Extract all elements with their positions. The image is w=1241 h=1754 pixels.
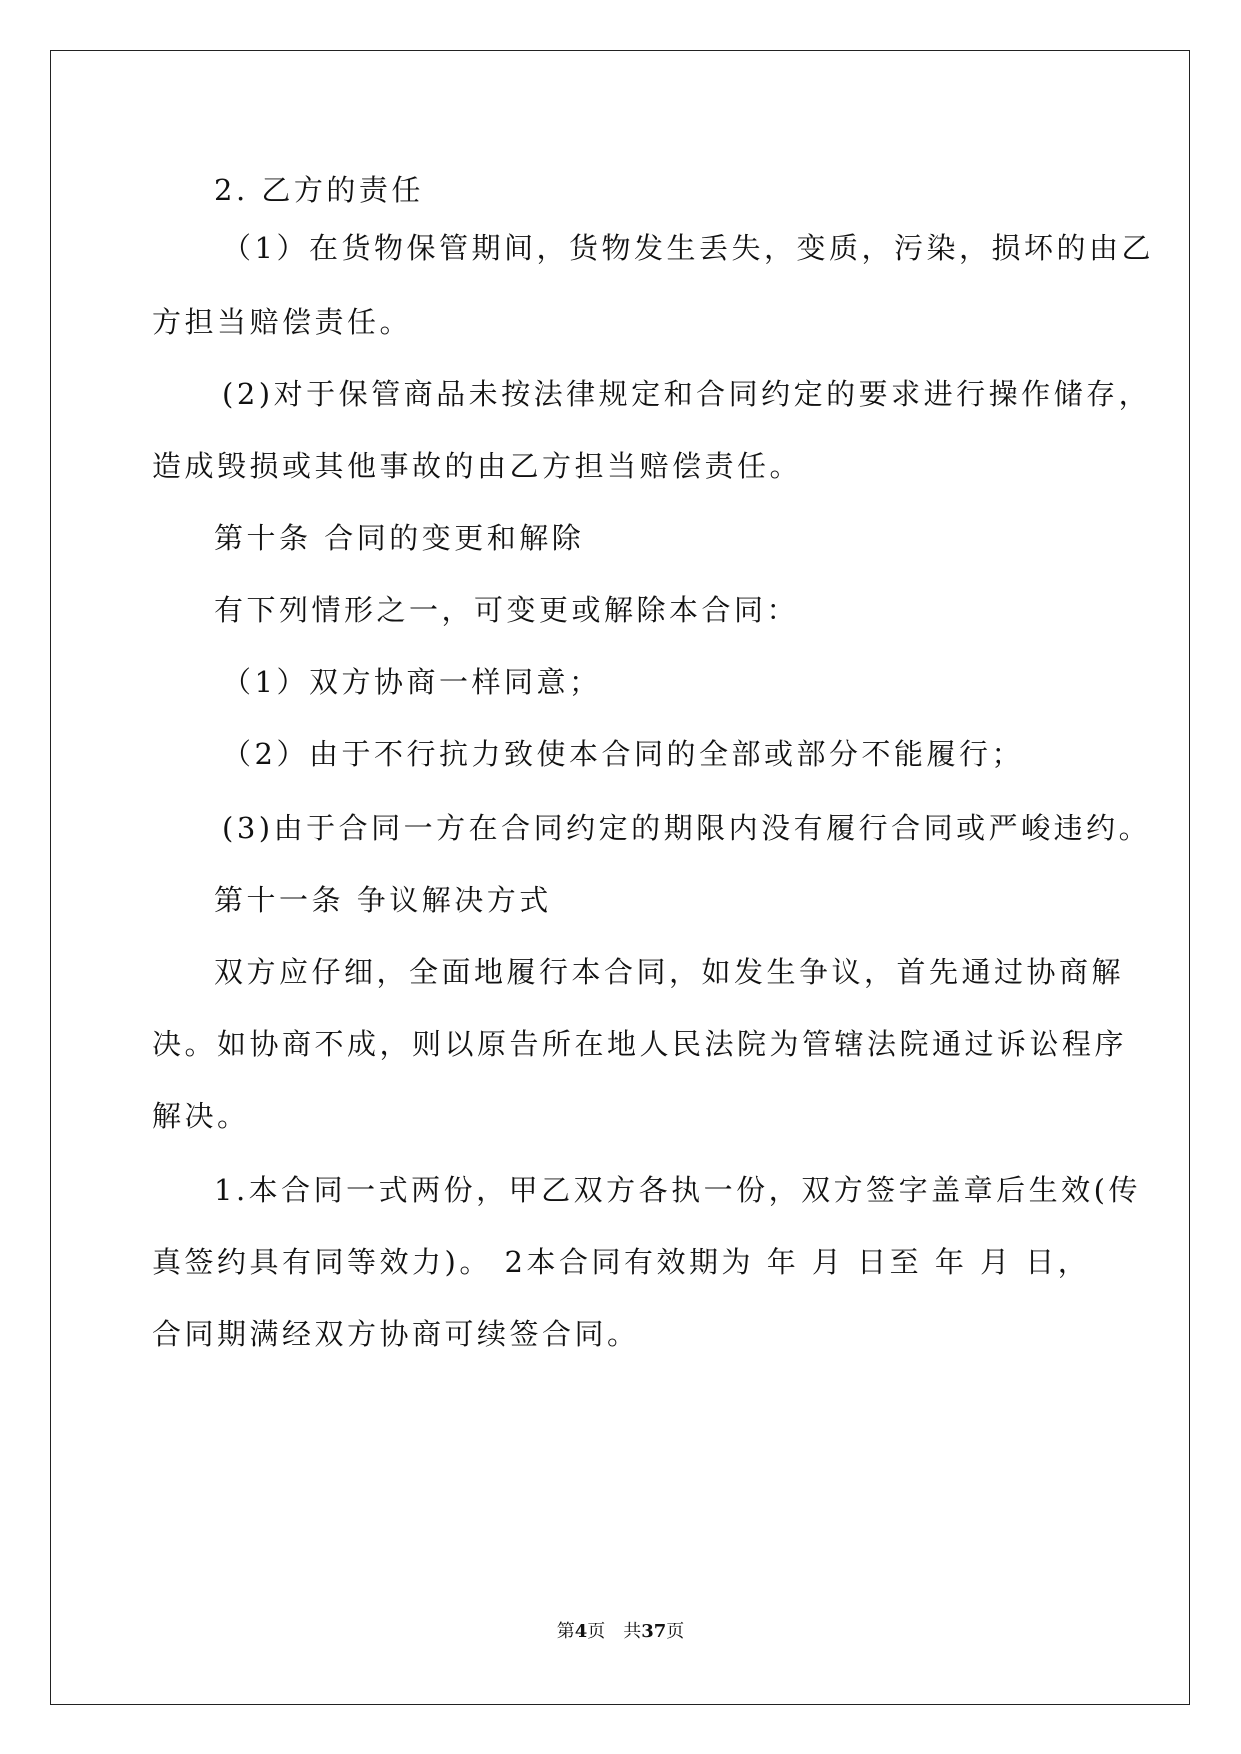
current-page-number: 4 xyxy=(574,1621,588,1642)
paragraph-line: 合同期满经双方协商可续签合同。 xyxy=(152,1317,640,1351)
article-eleven-heading: 第十一条 争议解决方式 xyxy=(214,883,552,917)
footer-middle: 页 共 xyxy=(587,1621,642,1642)
paragraph-line: (2)对于保管商品未按法律规定和合同约定的要求进行操作储存， xyxy=(222,377,1152,411)
paragraph-line: （1）在货物保管期间，货物发生丢失，变质，污染，损坏的由乙 xyxy=(222,231,1154,265)
paragraph-line: 方担当赔偿责任。 xyxy=(152,305,413,339)
paragraph-line: 真签约具有同等效力)。 2本合同有效期为 年 月 日至 年 月 日， xyxy=(152,1245,1091,1279)
footer-prefix: 第 xyxy=(556,1621,575,1642)
paragraph-line: 解决。 xyxy=(152,1099,250,1133)
section-heading-party-b-responsibility: 2. 乙方的责任 xyxy=(214,173,424,207)
page-border xyxy=(50,50,1190,1705)
total-pages-number: 37 xyxy=(641,1621,667,1642)
paragraph-line: 1.本合同一式两份，甲乙双方各执一份，双方签字盖章后生效(传 xyxy=(214,1173,1141,1207)
article-ten-heading: 第十条 合同的变更和解除 xyxy=(214,521,585,555)
footer-suffix: 页 xyxy=(666,1621,685,1642)
paragraph-line: 造成毁损或其他事故的由乙方担当赔偿责任。 xyxy=(152,449,803,483)
list-item: （2）由于不行抗力致使本合同的全部或部分不能履行； xyxy=(222,737,1024,771)
list-item: （1）双方协商一样同意； xyxy=(222,665,602,699)
paragraph-line: 双方应仔细，全面地履行本合同，如发生争议，首先通过协商解 xyxy=(214,955,1125,989)
page-footer xyxy=(0,1620,1241,1644)
list-item: (3)由于合同一方在合同约定的期限内没有履行合同或严峻违约。 xyxy=(222,811,1152,845)
paragraph-line: 决。如协商不成，则以原告所在地人民法院为管辖法院通过诉讼程序 xyxy=(152,1027,1128,1061)
paragraph-line: 有下列情形之一，可变更或解除本合同： xyxy=(214,593,800,627)
